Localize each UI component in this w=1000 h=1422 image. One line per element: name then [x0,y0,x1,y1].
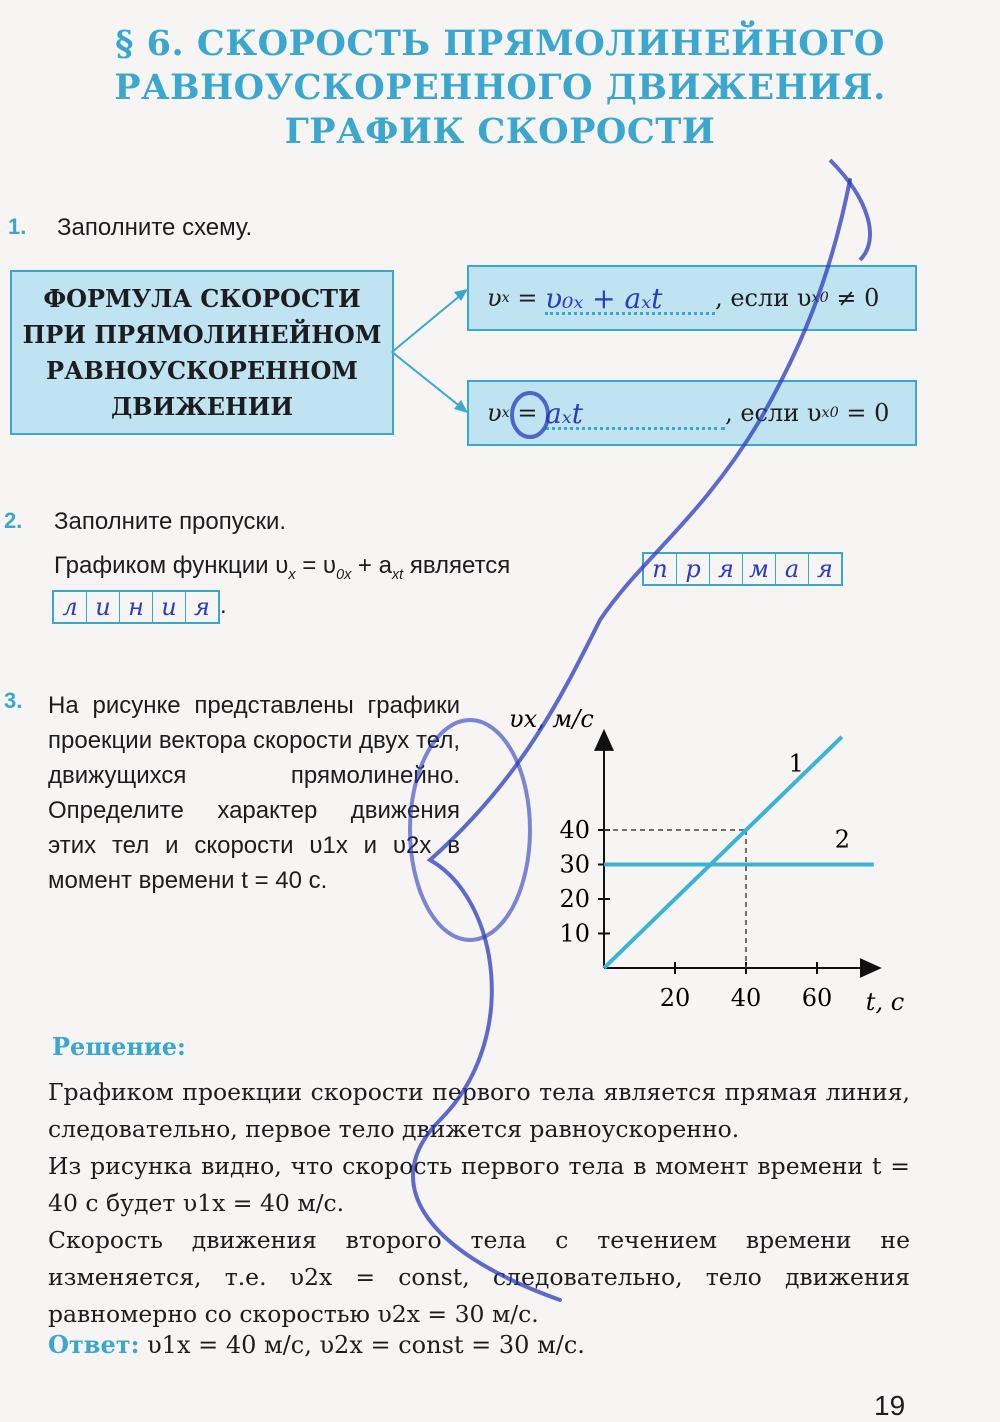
page-number: 19 [874,1390,906,1421]
s-sub-1: x [288,566,296,583]
f2-lhs: υ [487,399,502,427]
s-part-4: является [403,552,511,579]
f2-lhs-sub: x [501,405,510,421]
y-tick-label: 40 [559,816,590,844]
f1-cond-rhs: ≠ 0 [828,284,880,312]
answer-cell: а [776,554,809,584]
answer-label: Ответ: [48,1330,140,1359]
task2-text: Заполните пропуски. [54,508,287,535]
answer-cell: я [710,554,743,584]
solution-heading: Решение: [52,1032,186,1061]
s-sub-3: xt [391,566,404,583]
series-label-2: 2 [834,825,851,854]
answer-cell: м [743,554,776,584]
series-label-1: 1 [788,749,804,778]
answer-cell: и [153,592,186,622]
answer-cells-row-2 [52,590,220,624]
task3-text: На рисунке представлены графики проекции вектора скорости двух тел, движущихся прямолинейно. Определите характер движения этих тел и скорости υ1x и υ2x в момент времени t = 40 с. [48,692,460,894]
box-line-2: ПРИ ПРЯМОЛИНЕЙНОМ [22,319,382,349]
f1-lhs: υ [487,284,502,312]
f1-eq: = [509,284,546,312]
answer-cell: и [87,592,120,622]
f2-cond-sub: x0 [821,405,839,421]
formula-box-2 [467,380,917,446]
f1-cond-sub: x0 [811,290,829,306]
s-part-3: + a [351,552,392,579]
f1-cond: , если υ [715,284,812,312]
box-line-3: РАВНОУСКОРЕННОМ [46,355,358,385]
box-line-1: ФОРМУЛА СКОРОСТИ [43,283,361,313]
solution-paragraph-3: Скорость движения второго тела с течением времени не изменяется, т.е. υ2x = const, следовательно, тело движения равномерно со скоростью υ2x = 30 м/с. [48,1226,910,1328]
y-axis-label: υx, м/с [509,704,594,733]
task1-number: 1. [8,214,27,239]
task2-period: . [220,592,227,619]
task3-number: 3. [4,688,23,713]
f1-handwritten-answer: υ₀ₓ + aₓt [545,281,663,315]
answer-cells-row-1 [642,552,843,586]
title-line-2: РАВНОУСКОРЕННОГО ДВИЖЕНИЯ. [114,67,886,108]
solution-paragraph-2: Из рисунка видно, что скорость первого тела в момент времени t = 40 с будет υ1x = 40 м/с. [48,1152,910,1217]
f1-lhs-sub: x [501,290,510,306]
y-tick-label: 20 [559,885,590,913]
f2-eq: = [509,399,546,427]
solution-text [48,1074,910,1333]
page-title [60,22,940,154]
y-tick-label: 30 [559,850,590,879]
title-line-1: § 6. СКОРОСТЬ ПРЯМОЛИНЕЙНОГО [115,23,885,64]
x-tick-label: 20 [659,984,691,1012]
formula-scheme-box [10,270,394,435]
series-line-1 [604,737,842,968]
answer-cell: н [120,592,153,622]
formula-box-1 [467,265,917,331]
task1-text: Заполните схему. [57,214,253,241]
answer-cell: я [194,593,210,621]
box-line-4: ДВИЖЕНИИ [110,391,294,421]
x-tick-label: 40 [730,984,762,1012]
s-sub-2: 0x [336,566,352,583]
x-tick-label: 60 [801,984,833,1012]
task2-number: 2. [4,508,23,533]
y-tick-label: 10 [559,919,590,948]
answer-cell: п [644,554,677,584]
s-part-2: = υ [295,552,337,579]
answer-text: υ1x = 40 м/с, υ2x = const = 30 м/с. [139,1331,585,1359]
solution-paragraph-1: Графиком проекции скорости первого тела является прямая линия, следовательно, первое тело движется равноускоренно. [48,1078,910,1143]
task2-sentence [54,552,510,583]
s-part-1: Графиком функции υ [54,552,289,579]
f2-handwritten-answer: aₓt [545,396,583,430]
answer-cell: л [54,592,87,622]
answer-cell: р [677,554,710,584]
f2-cond-rhs: = 0 [838,399,890,427]
title-line-3: ГРАФИК СКОРОСТИ [284,111,716,152]
answer-cell: я [817,555,833,583]
velocity-chart [509,690,930,1025]
answer-line [48,1330,585,1359]
x-axis-label: t, с [865,988,905,1016]
f2-cond: , если υ [725,399,822,427]
